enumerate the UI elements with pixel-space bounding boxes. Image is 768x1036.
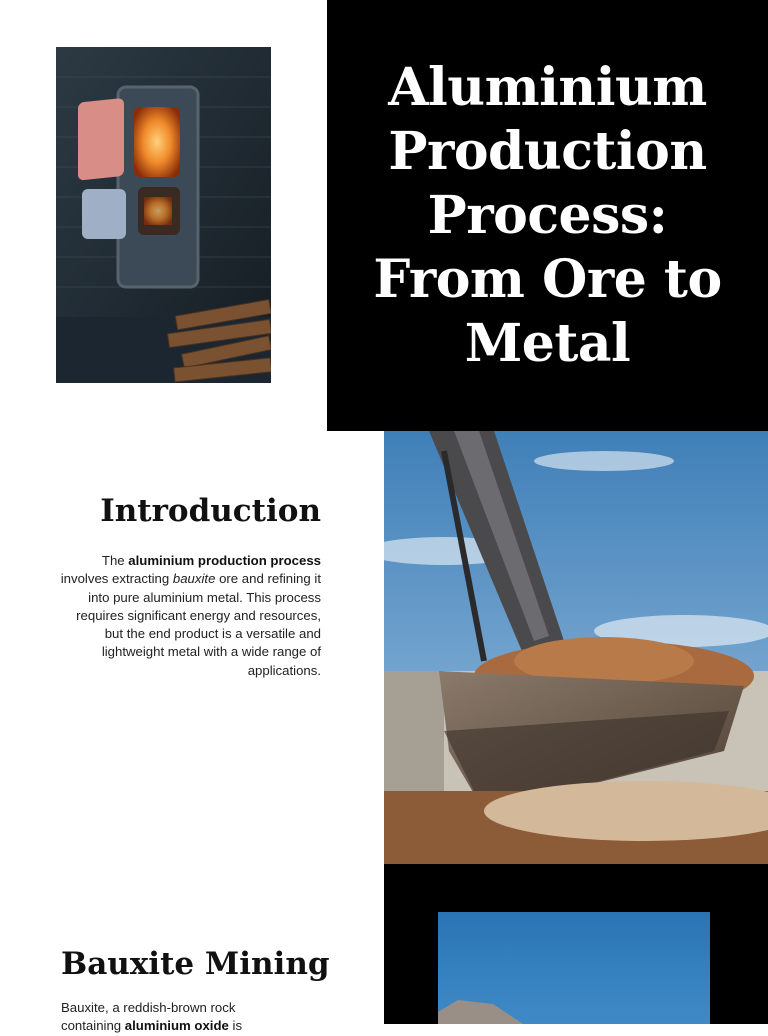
page-title: Aluminium Production Process: From Ore to Metal [373, 57, 722, 374]
bauxite-text-prefix: Bauxite, a reddish-brown rock [61, 1000, 236, 1015]
intro-text-mid: involves extracting [60, 571, 173, 587]
bauxite-image [438, 912, 710, 1024]
intro-text-suffix: ore and refining it into pure aluminium metal. This process requires significant energy and resources, but the end product is a versatile and lightweight metal with a wide range of applications. [76, 571, 321, 678]
intro-text-prefix: The [101, 553, 129, 568]
bauxite-heading: Bauxite Mining [61, 946, 330, 982]
bauxite-text-line2: containing [61, 1018, 125, 1034]
furnace-image [56, 47, 271, 383]
bauxite-text-bold: aluminium oxide [124, 1018, 229, 1034]
intro-heading: Introduction [100, 493, 321, 529]
intro-paragraph [56, 552, 321, 680]
intro-text-italic: bauxite [172, 571, 216, 587]
bauxite-text-suffix: is [228, 1018, 243, 1034]
excavator-image [384, 431, 768, 864]
intro-text-bold: aluminium production process [128, 553, 321, 568]
bauxite-paragraph [61, 999, 326, 1036]
